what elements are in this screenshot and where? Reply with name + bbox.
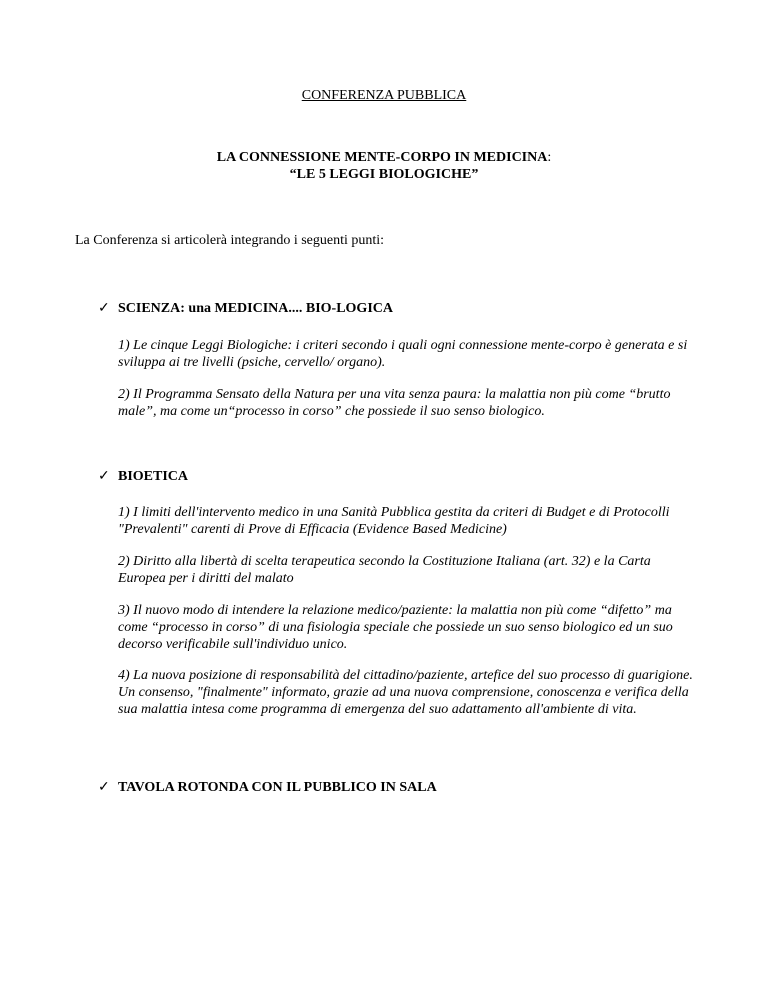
- section-heading-text: SCIENZA: una MEDICINA.... BIO-LOGICA: [118, 300, 393, 316]
- section-heading-bioetica: [98, 468, 188, 485]
- title-text: LA CONNESSIONE MENTE-CORPO IN MEDICINA: [216, 150, 548, 165]
- section-item: 3) Il nuovo modo di intendere la relazione medico/paziente: la malattia non più come “difetto” ma come “processo in corso” di una fisiologia speciale che possiede un suo senso biologico ed un suo decorso verificabile sull'individuo unico.: [118, 603, 673, 652]
- title-colon: :: [547, 150, 552, 165]
- section-item: 4) La nuova posizione di responsabilità del cittadino/paziente, artefice del suo processo di guarigione. Un consenso, "finalmente" informato, grazie ad una nuova comprensione, conoscenza e verifica della sua malattia intesa come programma di emergenza del suo adattamento all'ambiente di vita.: [118, 668, 693, 717]
- checkmark-icon: ✓: [98, 780, 110, 795]
- section-heading-text: TAVOLA ROTONDA CON IL PUBBLICO IN SALA: [118, 779, 437, 795]
- section-heading-scienza: [98, 300, 393, 317]
- section-item: 1) Le cinque Leggi Biologiche: i criteri secondo i quali ogni connessione mente-corpo è generata e si sviluppa ai tre livelli (psiche, cervello/ organo).: [118, 338, 688, 370]
- section-item: 1) I limiti dell'intervento medico in una Sanità Pubblica gestita da criteri di Budget e di Protocolli "Prevalenti" carenti di Prove di Efficacia (Evidence Based Medicine): [118, 505, 670, 537]
- section-item: 2) Il Programma Sensato della Natura per una vita senza paura: la malattia non più come “brutto male”, ma come un“processo in corso” che possiede il suo senso biologico.: [118, 387, 671, 419]
- section-item: 2) Diritto alla libertà di scelta terapeutica secondo la Costituzione Italiana (art. 32) e la Carta Europea per i diritti del malato: [118, 554, 651, 586]
- section-heading-text: BIOETICA: [118, 468, 189, 484]
- title-line-2: “LE 5 LEGGI BIOLOGICHE”: [289, 167, 479, 182]
- checkmark-icon: ✓: [98, 301, 110, 316]
- title-line-1: [0, 150, 768, 166]
- section-heading-tavola-rotonda: [98, 779, 437, 796]
- conference-kicker: CONFERENZA PUBBLICA: [301, 88, 467, 103]
- checkmark-icon: ✓: [98, 469, 110, 484]
- intro-text: La Conferenza si articolerà integrando i seguenti punti:: [75, 233, 385, 248]
